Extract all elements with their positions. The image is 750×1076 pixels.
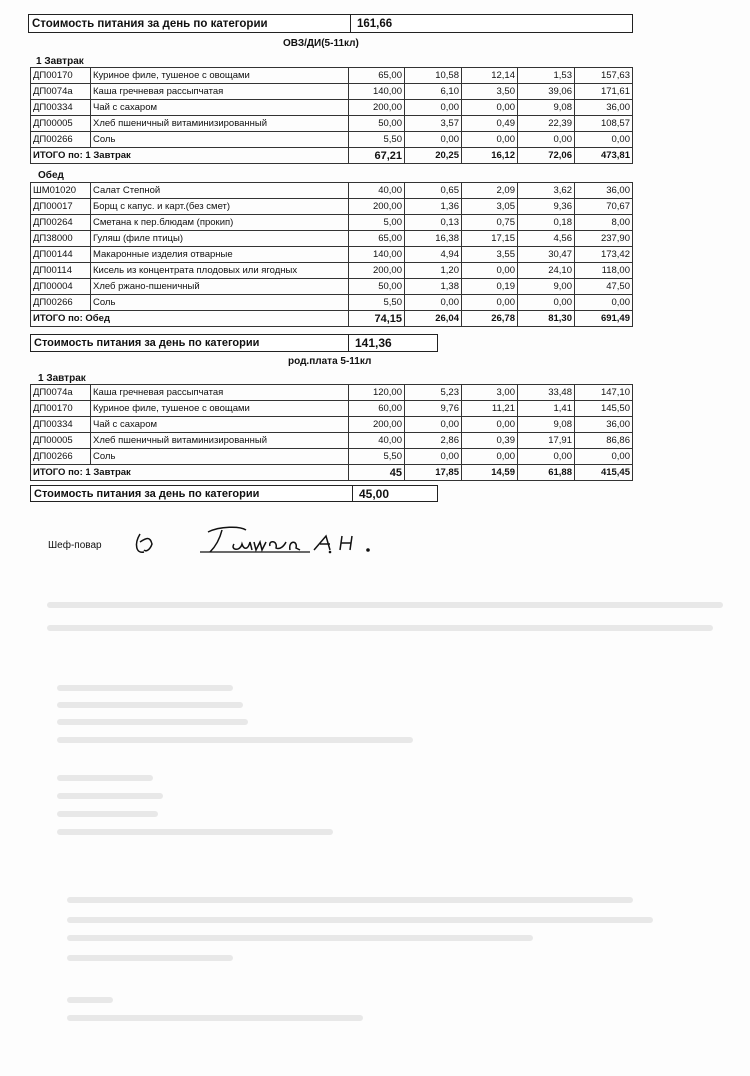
group2-cost-row <box>30 485 438 502</box>
group1-breakfast-body <box>31 68 633 164</box>
table-cell: 36,00 <box>575 100 633 116</box>
table-cell: 171,61 <box>575 84 633 100</box>
total-cell: 67,21 <box>349 148 405 164</box>
table-cell: 9,08 <box>518 100 575 116</box>
table-cell: Салат Степной <box>91 183 349 199</box>
group1-breakfast-label: 1 Завтрак <box>36 56 84 67</box>
table-row <box>31 295 633 311</box>
table-cell: 4,56 <box>518 231 575 247</box>
total-cell: 72,06 <box>518 148 575 164</box>
table-cell: 0,00 <box>462 295 518 311</box>
table-cell: Гуляш (филе птицы) <box>91 231 349 247</box>
table-cell: 12,14 <box>462 68 518 84</box>
table-cell: 173,42 <box>575 247 633 263</box>
table-cell: 47,50 <box>575 279 633 295</box>
total-cell: 14,59 <box>462 465 518 481</box>
table-cell: Сметана к пер.блюдам (прокип) <box>91 215 349 231</box>
table-cell: 0,65 <box>405 183 462 199</box>
table-cell: 0,00 <box>518 132 575 148</box>
table-cell: 5,23 <box>405 385 462 401</box>
group1-cost-row <box>30 334 438 352</box>
table-cell: 9,08 <box>518 417 575 433</box>
table-cell: Хлеб пшеничный витаминизированный <box>91 433 349 449</box>
table-cell: 0,00 <box>462 417 518 433</box>
table-cell: 0,00 <box>518 295 575 311</box>
table-cell: 145,50 <box>575 401 633 417</box>
bleed-through-marks <box>30 560 730 1060</box>
table-cell: Куриное филе, тушеное с овощами <box>91 401 349 417</box>
table-cell: ДП0074а <box>31 385 91 401</box>
group1-cost-value: 141,36 <box>355 336 392 350</box>
table-cell: 2,09 <box>462 183 518 199</box>
table-cell: 3,00 <box>462 385 518 401</box>
total-cell: 691,49 <box>575 311 633 327</box>
table-cell: 11,21 <box>462 401 518 417</box>
table-cell: Борщ с капус. и карт.(без смет) <box>91 199 349 215</box>
table-cell: 0,18 <box>518 215 575 231</box>
group2-label: род.плата 5-11кл <box>288 356 372 367</box>
table-row <box>31 263 633 279</box>
table-cell: 0,00 <box>405 132 462 148</box>
table-cell: 200,00 <box>349 263 405 279</box>
group1-lunch-table <box>30 182 633 327</box>
table-cell: 24,10 <box>518 263 575 279</box>
table-cell: Кисель из концентрата плодовых или ягодных <box>91 263 349 279</box>
table-cell: 237,90 <box>575 231 633 247</box>
table-cell: 3,62 <box>518 183 575 199</box>
table-cell: 0,00 <box>405 100 462 116</box>
total-cell: 26,78 <box>462 311 518 327</box>
table-row <box>31 401 633 417</box>
table-cell: 16,38 <box>405 231 462 247</box>
table-cell: 0,00 <box>405 449 462 465</box>
group2-breakfast-body <box>31 385 633 481</box>
table-cell: 70,67 <box>575 199 633 215</box>
table-cell: Соль <box>91 295 349 311</box>
group2-cost-value: 45,00 <box>359 486 390 501</box>
table-row <box>31 433 633 449</box>
total-row <box>31 465 633 481</box>
total-cell: 74,15 <box>349 311 405 327</box>
group2-cost-label: Стоимость питания за день по категории <box>31 486 353 501</box>
table-row <box>31 132 633 148</box>
table-cell: 3,05 <box>462 199 518 215</box>
group1-cost-label: Стоимость питания за день по категории <box>31 335 349 351</box>
table-cell: ДП00334 <box>31 100 91 116</box>
table-cell: 0,00 <box>462 263 518 279</box>
table-cell: 120,00 <box>349 385 405 401</box>
table-cell: 0,00 <box>518 449 575 465</box>
total-cell: 415,45 <box>575 465 633 481</box>
table-cell: 1,36 <box>405 199 462 215</box>
table-cell: 33,48 <box>518 385 575 401</box>
table-row <box>31 417 633 433</box>
table-cell: 0,00 <box>575 295 633 311</box>
table-cell: Каша гречневая рассыпчатая <box>91 84 349 100</box>
table-row <box>31 385 633 401</box>
table-cell: 0,75 <box>462 215 518 231</box>
total-cell: 17,85 <box>405 465 462 481</box>
table-cell: 40,00 <box>349 433 405 449</box>
table-cell: 22,39 <box>518 116 575 132</box>
table-cell: 3,50 <box>462 84 518 100</box>
table-cell: 6,10 <box>405 84 462 100</box>
table-row <box>31 449 633 465</box>
table-cell: 86,86 <box>575 433 633 449</box>
table-cell: 0,00 <box>462 132 518 148</box>
table-row <box>31 100 633 116</box>
table-cell: 1,38 <box>405 279 462 295</box>
group2-breakfast-table <box>30 384 633 481</box>
table-cell: 8,00 <box>575 215 633 231</box>
table-cell: 65,00 <box>349 68 405 84</box>
table-cell: 0,13 <box>405 215 462 231</box>
total-cell: 45 <box>349 465 405 481</box>
table-cell: ДП00114 <box>31 263 91 279</box>
total-row <box>31 148 633 164</box>
table-cell: ДП00334 <box>31 417 91 433</box>
total-cell: 61,88 <box>518 465 575 481</box>
table-cell: 200,00 <box>349 417 405 433</box>
total-label: ИТОГО по: 1 Завтрак <box>31 148 349 164</box>
table-cell: 0,49 <box>462 116 518 132</box>
table-row <box>31 279 633 295</box>
table-row <box>31 231 633 247</box>
table-cell: 3,55 <box>462 247 518 263</box>
group1-lunch-body <box>31 183 633 327</box>
title-cost-label: Стоимость питания за день по категории <box>29 15 351 32</box>
total-label: ИТОГО по: 1 Завтрак <box>31 465 349 481</box>
table-cell: 2,86 <box>405 433 462 449</box>
table-cell: 0,00 <box>575 132 633 148</box>
table-cell: ДП00264 <box>31 215 91 231</box>
table-cell: 200,00 <box>349 100 405 116</box>
table-cell: 9,36 <box>518 199 575 215</box>
table-cell: Соль <box>91 449 349 465</box>
table-cell: 17,91 <box>518 433 575 449</box>
table-cell: Куриное филе, тушеное с овощами <box>91 68 349 84</box>
table-cell: 1,41 <box>518 401 575 417</box>
table-cell: ДП00005 <box>31 116 91 132</box>
table-cell: 0,00 <box>405 295 462 311</box>
table-cell: Хлеб ржано-пшеничный <box>91 279 349 295</box>
table-cell: Хлеб пшеничный витаминизированный <box>91 116 349 132</box>
table-cell: 36,00 <box>575 417 633 433</box>
table-cell: ДП38000 <box>31 231 91 247</box>
table-row <box>31 84 633 100</box>
total-cell: 26,04 <box>405 311 462 327</box>
table-cell: ДП00004 <box>31 279 91 295</box>
table-cell: 50,00 <box>349 279 405 295</box>
table-cell: 4,94 <box>405 247 462 263</box>
table-cell: ДП00144 <box>31 247 91 263</box>
title-cost-row <box>28 14 633 33</box>
total-cell: 16,12 <box>462 148 518 164</box>
table-cell: 0,39 <box>462 433 518 449</box>
table-cell: 9,76 <box>405 401 462 417</box>
title-cost-value: 161,66 <box>357 17 393 30</box>
table-cell: 0,00 <box>462 449 518 465</box>
table-cell: 30,47 <box>518 247 575 263</box>
table-row <box>31 247 633 263</box>
table-cell: 140,00 <box>349 84 405 100</box>
table-cell: 5,50 <box>349 449 405 465</box>
table-cell: 108,57 <box>575 116 633 132</box>
table-cell: 5,50 <box>349 132 405 148</box>
table-cell: 0,00 <box>405 417 462 433</box>
table-cell: ДП0074а <box>31 84 91 100</box>
table-cell: ДП00266 <box>31 132 91 148</box>
table-cell: ДП00005 <box>31 433 91 449</box>
table-cell: 39,06 <box>518 84 575 100</box>
table-cell: 3,57 <box>405 116 462 132</box>
table-row <box>31 116 633 132</box>
table-cell: ДП00266 <box>31 449 91 465</box>
handwritten-signature <box>130 522 430 562</box>
table-cell: Соль <box>91 132 349 148</box>
table-cell: ДП00266 <box>31 295 91 311</box>
table-cell: ШМ01020 <box>31 183 91 199</box>
signature-label: Шеф-повар <box>48 540 102 551</box>
table-cell: Чай с сахаром <box>91 100 349 116</box>
total-cell: 20,25 <box>405 148 462 164</box>
table-cell: 140,00 <box>349 247 405 263</box>
table-cell: 5,50 <box>349 295 405 311</box>
table-cell: 1,53 <box>518 68 575 84</box>
group1-lunch-label: Обед <box>38 170 64 181</box>
total-label: ИТОГО по: Обед <box>31 311 349 327</box>
table-cell: 5,00 <box>349 215 405 231</box>
table-row <box>31 183 633 199</box>
table-row <box>31 199 633 215</box>
table-cell: 50,00 <box>349 116 405 132</box>
table-cell: ДП00170 <box>31 401 91 417</box>
table-cell: 65,00 <box>349 231 405 247</box>
table-cell: ДП00170 <box>31 68 91 84</box>
total-cell: 473,81 <box>575 148 633 164</box>
table-cell: 17,15 <box>462 231 518 247</box>
total-row <box>31 311 633 327</box>
table-cell: Каша гречневая рассыпчатая <box>91 385 349 401</box>
table-row <box>31 215 633 231</box>
table-cell: 0,19 <box>462 279 518 295</box>
group2-breakfast-label: 1 Завтрак <box>38 373 86 384</box>
table-cell: 9,00 <box>518 279 575 295</box>
table-cell: 10,58 <box>405 68 462 84</box>
total-cell: 81,30 <box>518 311 575 327</box>
table-cell: 118,00 <box>575 263 633 279</box>
table-cell: 1,20 <box>405 263 462 279</box>
table-cell: Чай с сахаром <box>91 417 349 433</box>
table-cell: 0,00 <box>462 100 518 116</box>
group1-label: ОВЗ/ДИ(5-11кл) <box>283 38 359 49</box>
table-cell: 0,00 <box>575 449 633 465</box>
table-cell: Макаронные изделия отварные <box>91 247 349 263</box>
table-cell: 147,10 <box>575 385 633 401</box>
table-cell: 40,00 <box>349 183 405 199</box>
table-cell: ДП00017 <box>31 199 91 215</box>
table-row <box>31 68 633 84</box>
table-cell: 36,00 <box>575 183 633 199</box>
group1-breakfast-table <box>30 67 633 164</box>
table-cell: 157,63 <box>575 68 633 84</box>
table-cell: 200,00 <box>349 199 405 215</box>
table-cell: 60,00 <box>349 401 405 417</box>
